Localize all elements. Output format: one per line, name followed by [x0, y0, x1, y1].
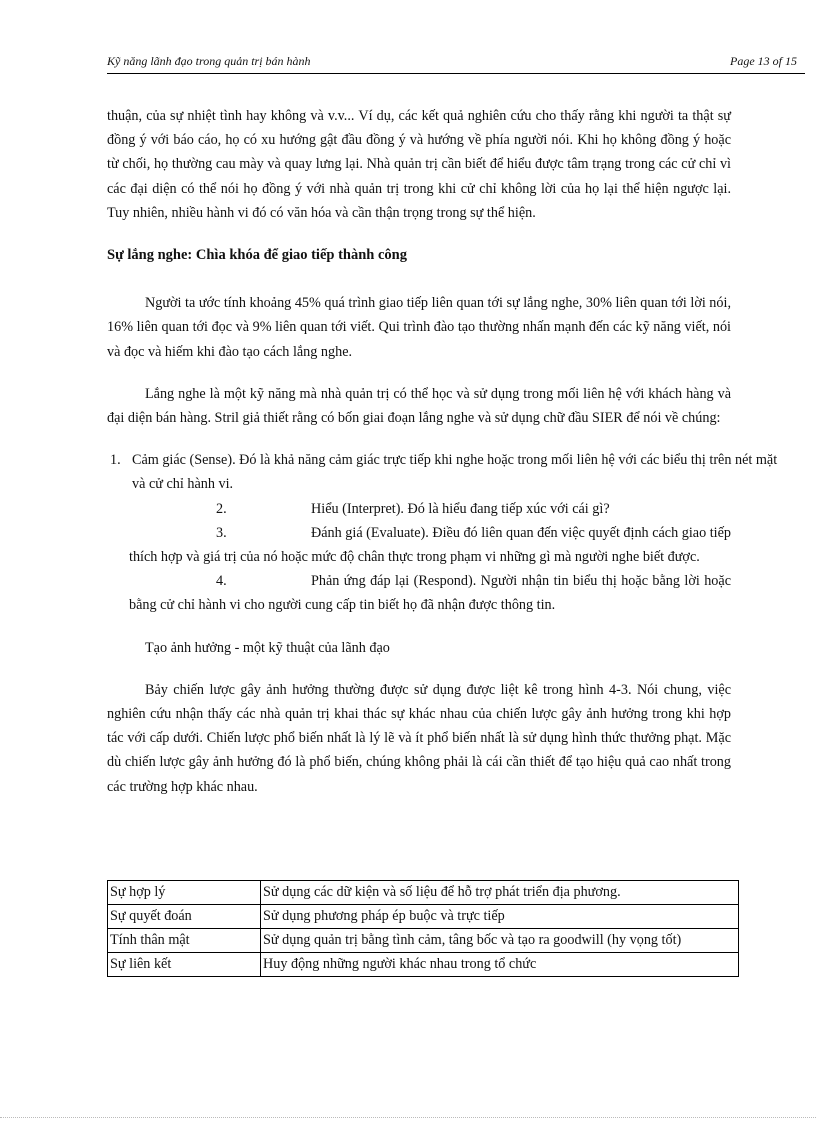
paragraph-influence-strategies: Bảy chiến lược gây ảnh hưởng thường được sử dụng được liệt kê trong hình 4-3. Nói chung, việc nghiên cứu nhận thấy các nhà quản trị khai thác sự khác nhau của chiến lược gây ảnh hưởng trong khi hợp tác với cấp dưới. Chiến lược phổ biến nhất là lý lẽ và ít phổ biến nhất là sử dụng hình thức thưởng phạt. Mặc dù chiến lược gây ảnh hưởng đó là phổ biến, chúng không phải là cái cần thiết để tạo hiệu quả cao nhất trong các trường hợp khác nhau.	[107, 681, 731, 795]
influence-strategy-table	[107, 880, 739, 977]
paragraph-sier-intro: Lắng nghe là một kỹ năng mà nhà quản trị có thể học và sử dụng trong mối liên hệ với khách hàng và đại diện bán hàng. Stril giả thiết rằng có bốn giai đoạn lắng nghe và sử dụng chữ đầu SIER để nói về chúng:	[107, 385, 731, 427]
list-item	[107, 497, 731, 521]
list-item-text: Phản ứng đáp lại (Respond). Người nhận tin biểu thị hoặc bằng lời hoặc bằng cử chỉ hành vi cho người cung cấp tin biết họ đã nhận được thông tin.	[129, 573, 731, 614]
list-item-number: 3.	[216, 524, 227, 541]
list-item-text: Cảm giác (Sense). Đó là khả năng cảm giác trực tiếp khi nghe hoặc trong mối liên hệ với các biểu thị trên nét mặt và cử chỉ hành vi.	[132, 452, 778, 493]
table-cell-term: Sự liên kết	[108, 953, 261, 977]
table-cell-term: Tính thân mật	[108, 929, 261, 953]
table-cell-description: Sử dụng các dữ kiện và số liệu để hỗ trợ phát triển địa phương.	[261, 881, 739, 905]
list-item-number: 1.	[110, 452, 121, 469]
page-header	[107, 52, 797, 74]
table-cell-description: Huy động những người khác nhau trong tổ chức	[261, 953, 739, 977]
list-item-number: 2.	[216, 500, 227, 517]
section-heading: Sự lắng nghe: Chìa khóa để giao tiếp thành công	[107, 247, 407, 264]
table-row	[108, 929, 739, 953]
table-row	[108, 881, 739, 905]
table-cell-term: Sự quyết đoán	[108, 905, 261, 929]
header-page-number: Page 13 of 15	[730, 54, 797, 68]
table-row	[108, 953, 739, 977]
table-cell-description: Sử dụng phương pháp ép buộc và trực tiếp	[261, 905, 739, 929]
list-item	[107, 521, 731, 569]
list-item-text: Đánh giá (Evaluate). Điều đó liên quan đến việc quyết định cách giao tiếp thích hợp và giá trị của nó hoặc mức độ chân thực trong phạm vi những gì mà người nghe biết được.	[129, 524, 731, 566]
header-divider	[107, 73, 805, 74]
subsection-heading: Tạo ảnh hưởng - một kỹ thuật của lãnh đạo	[145, 639, 390, 656]
table-row	[108, 905, 739, 929]
sier-list	[107, 448, 778, 617]
paragraph-continuation: thuận, của sự nhiệt tình hay không và v.v... Ví dụ, các kết quả nghiên cứu cho thấy rằng khi người ta thật sự đồng ý với báo cáo, họ có xu hướng gật đầu đồng ý và hướng về phía người nói. Khi họ không đồng ý hoặc từ chối, họ thường cau mày và quay lưng lại. Nhà quản trị cần biết để hiểu được tâm trạng trong các cử chỉ vì các đại diện có thể nói họ đồng ý với nhà quản trị trong khi cử chỉ không lời của họ lại thể hiện ngược lại. Tuy nhiên, nhiều hành vi đó có văn hóa và cần thận trọng trong sự thể hiện.	[107, 108, 731, 221]
page-bottom-edge	[0, 1117, 816, 1118]
table-cell-term: Sự hợp lý	[108, 881, 261, 905]
table-cell-description: Sử dụng quản trị bằng tình cảm, tâng bốc và tạo ra goodwill (hy vọng tốt)	[261, 929, 739, 953]
list-item-text: Hiểu (Interpret). Đó là hiểu đang tiếp xúc với cái gì?	[311, 500, 610, 517]
list-item-number: 4.	[216, 573, 227, 590]
header-title: Kỹ năng lãnh đạo trong quản trị bán hành	[107, 54, 311, 68]
document-body	[107, 104, 778, 799]
paragraph-listening-stats: Người ta ước tính khoảng 45% quá trình giao tiếp liên quan tới sự lắng nghe, 30% liên quan tới lời nói, 16% liên quan tới đọc và 9% liên quan tới viết. Qui trình đào tạo thường nhấn mạnh đến các kỹ năng viết, nói và đọc và hiếm khi đào tạo cách lắng nghe.	[107, 295, 731, 360]
list-item	[85, 448, 778, 496]
list-item	[107, 569, 731, 617]
